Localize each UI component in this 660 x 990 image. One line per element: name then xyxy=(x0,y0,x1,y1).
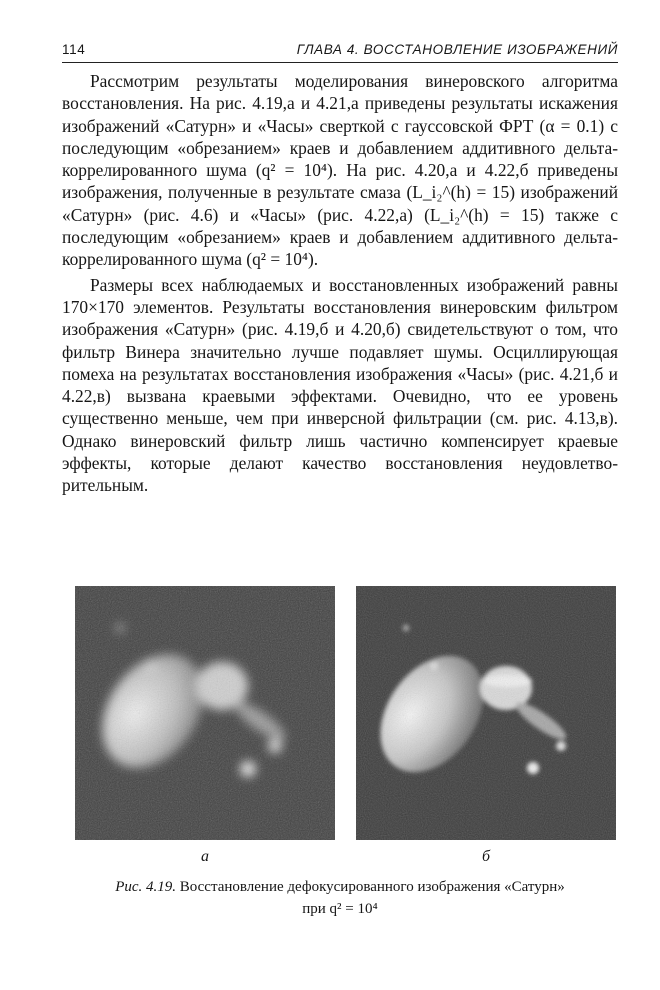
panel-label-b: б xyxy=(482,848,491,865)
figure-number: Рис. 4.19. xyxy=(115,879,177,895)
paragraph-1: Рассмотрим результаты моделирования винеровского алгоритма восстановления. На рис. 4.19,а и 4.21,а приведены результаты искажения изображений «Сатурн» и «Часы» сверткой с гауссовской ФРТ (α = 0.1) с последующим «обрезанием» краев и добавлением аддитивного дельта-коррелированного шума (q² = 10⁴). На рис. 4.20,а и 4.22,б приведены изображения, полученные в результате смаза (L_i₂^(h) = 15) изображений «Сатурн» (рис. 4.6) и «Часы» (рис. 4.22,а) (L_i₂^(h) = 15) также с последующим «обрезанием» краев и добавлением аддитивного дельта-коррелированного шума (q² = 10⁴). xyxy=(62,71,618,270)
blurred-saturn-image xyxy=(75,586,335,840)
figure-image-blurred-saturn xyxy=(75,586,335,840)
figure-image-restored-saturn xyxy=(356,586,616,840)
caption-line-2: при q² = 10⁴ xyxy=(302,901,378,917)
panel-label-a: а xyxy=(201,848,209,865)
running-header xyxy=(62,40,618,63)
restored-saturn-image xyxy=(356,586,616,840)
figure-caption xyxy=(62,876,618,920)
paragraph-2: Размеры всех наблюдаемых и восстановленных изображений равны 170×170 элементов. Результаты восстановления винеровским фильтром изображения «Сатурн» (рис. 4.19,б и 4.20,б) свидетельствуют о том, что фильтр Винера значительно лучше подавляет шумы. Осциллирующая помеха на результатах восстановления изображения «Часы» (рис. 4.21,б и 4.22,в) вызвана краевыми эффектами. Очевидно, что ее уровень существенно меньше, чем при инверсной фильтрации (см. рис. 4.13,в). Однако винеровский фильтр лишь частично компенсирует краевые эффекты, которые делают качество восстановления неудовлетворительным. xyxy=(62,274,618,496)
page-number: 114 xyxy=(62,42,86,57)
chapter-title: ГЛАВА 4. ВОССТАНОВЛЕНИЕ ИЗОБРАЖЕНИЙ xyxy=(296,42,618,57)
body-text xyxy=(62,70,618,497)
caption-text: Восстановление дефокусированного изображения «Сатурн» xyxy=(179,879,565,895)
